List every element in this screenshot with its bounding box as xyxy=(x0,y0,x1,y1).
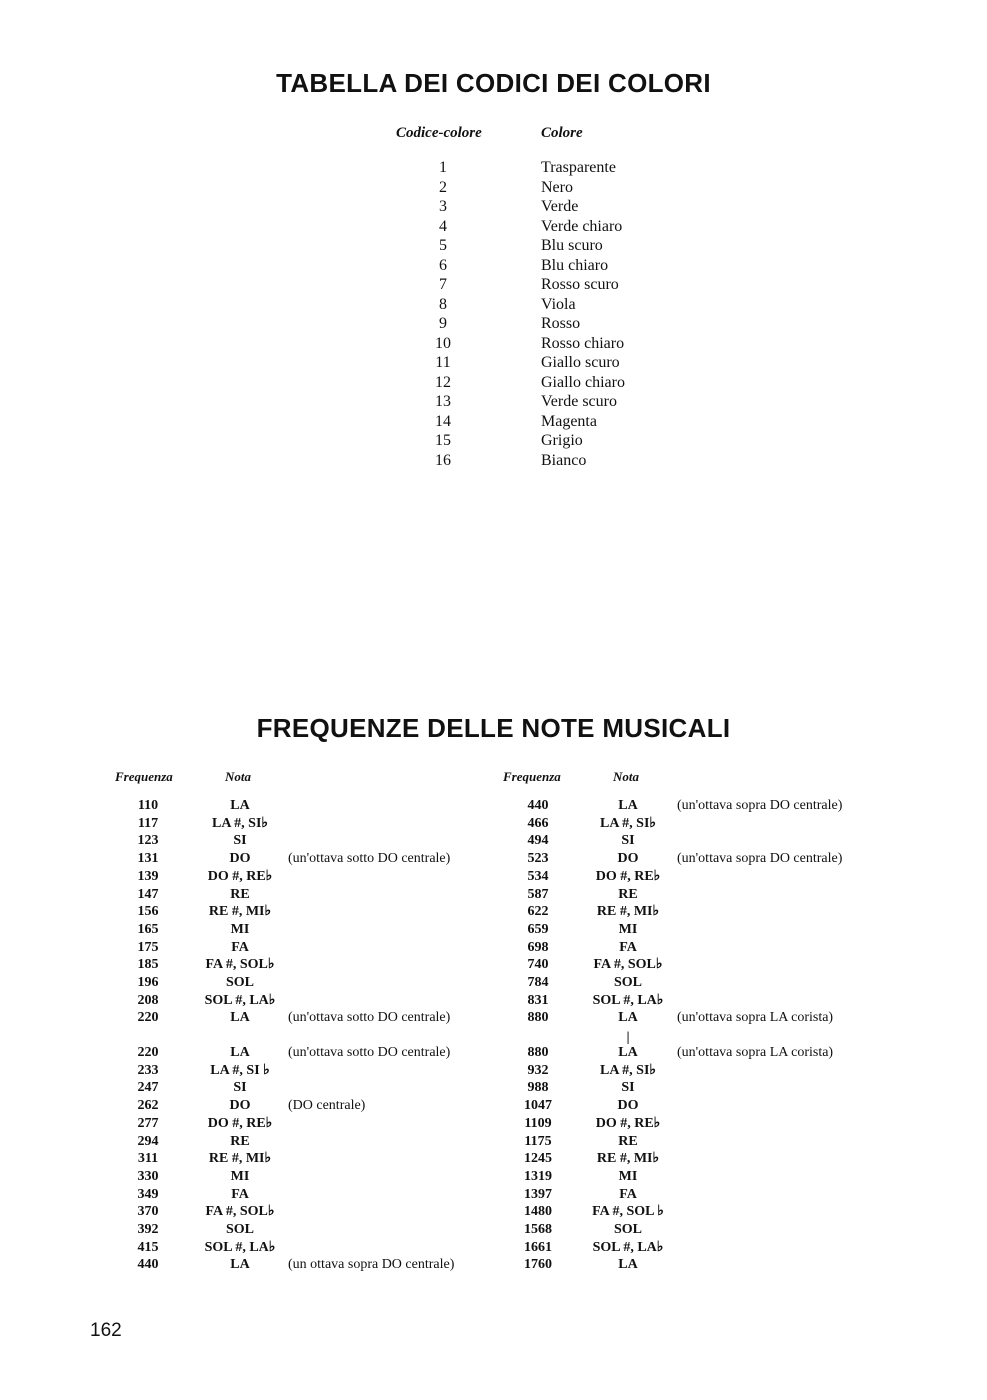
note-cell: SOL xyxy=(225,975,254,990)
color-code-cell: 16 xyxy=(435,451,451,469)
note-cell: LA #, SI♭ xyxy=(599,1062,656,1078)
frequency-cell: 1175 xyxy=(524,1133,552,1149)
note-cell: LA xyxy=(230,1010,250,1026)
frequency-cell: 370 xyxy=(137,1204,159,1220)
comment-cell: (un'ottava sotto DO centrale) xyxy=(288,1045,451,1060)
right-frequency-header: Frequenza xyxy=(503,769,561,784)
color-code-cell: 1 xyxy=(439,159,447,176)
note-cell: MI xyxy=(230,921,250,937)
frequency-cell: 277 xyxy=(137,1115,159,1131)
comment-cell: (un'ottava sopra DO centrale) xyxy=(677,851,843,867)
note-cell: SOL xyxy=(613,1222,642,1237)
frequency-cell: 415 xyxy=(137,1239,159,1255)
frequency-cell: 139 xyxy=(137,868,159,884)
note-cell: DO #, RE♭ xyxy=(207,1115,273,1131)
frequency-cell: 330 xyxy=(137,1168,159,1184)
frequency-cell: 440 xyxy=(137,1257,159,1273)
color-code-cell: 5 xyxy=(439,237,447,254)
note-cell: LA #, SI♭ xyxy=(599,815,656,831)
note-cell: LA xyxy=(618,1010,638,1026)
color-name-cell: Rosso xyxy=(541,315,581,332)
page-number: 162 xyxy=(90,1320,122,1341)
note-cell: SOL xyxy=(613,975,642,990)
note-cell: FA #, SOL♭ xyxy=(593,957,663,973)
color-code-cell: 7 xyxy=(439,276,447,293)
color-name-cell: Viola xyxy=(541,295,576,313)
color-code-header: Codice-colore xyxy=(396,125,482,141)
frequency-cell: 208 xyxy=(137,992,159,1008)
frequency-cell: 392 xyxy=(137,1222,159,1237)
note-cell: LA xyxy=(230,1045,250,1060)
frequency-cell: 110 xyxy=(137,798,159,813)
note-cell: SOL #, LA♭ xyxy=(204,992,276,1008)
note-cell: DO xyxy=(229,1098,251,1114)
frequency-cell: 185 xyxy=(137,957,159,973)
color-name-cell: Grigio xyxy=(541,432,583,449)
note-cell: FA #, SOL♭ xyxy=(205,957,275,973)
note-cell: FA xyxy=(619,1186,637,1202)
color-code-cell: 2 xyxy=(439,178,447,196)
note-cell: FA #, SOL ♭ xyxy=(592,1204,664,1220)
frequency-cell: 1245 xyxy=(524,1151,552,1167)
frequency-cell: 311 xyxy=(137,1151,159,1167)
note-cell: RE xyxy=(230,886,250,902)
note-cell: LA xyxy=(230,1257,250,1273)
note-cell: LA #, SI♭ xyxy=(211,815,268,831)
comment-cell: (un'ottava sotto DO centrale) xyxy=(288,851,451,867)
note-cell: RE #, MI♭ xyxy=(596,904,660,920)
left-note-header: Nota xyxy=(225,769,251,784)
frequency-cell: 1047 xyxy=(524,1098,552,1114)
frequency-cell: 880 xyxy=(527,1045,549,1060)
comment-cell: (DO centrale) xyxy=(288,1098,366,1114)
color-name-header: Colore xyxy=(541,125,583,141)
note-cell: MI xyxy=(618,921,638,937)
comment-cell: (un'ottava sopra DO centrale) xyxy=(677,798,843,813)
note-cell: SI xyxy=(233,1080,247,1096)
left-frequency-header: Frequenza xyxy=(115,769,173,784)
color-code-cell: 9 xyxy=(439,315,447,332)
note-cell: DO xyxy=(229,851,251,867)
right-note-header: Nota xyxy=(613,769,639,784)
note-cell: SI xyxy=(233,833,247,849)
note-cell: SOL #, LA♭ xyxy=(204,1239,276,1255)
frequency-cell: 534 xyxy=(527,868,549,884)
note-cell: LA xyxy=(618,798,638,813)
color-name-cell: Blu scuro xyxy=(541,237,603,254)
color-code-cell: 3 xyxy=(439,198,447,215)
frequency-cell: 698 xyxy=(527,939,549,955)
frequency-cell: 587 xyxy=(527,886,549,902)
note-cell: SOL #, LA♭ xyxy=(592,1239,664,1255)
table-separator-mark: | xyxy=(626,1030,630,1045)
note-cell: LA xyxy=(618,1257,638,1273)
color-name-cell: Verde scuro xyxy=(541,393,617,410)
frequency-cell: 247 xyxy=(137,1080,159,1096)
comment-cell: (un'ottava sotto DO centrale) xyxy=(288,1010,451,1026)
frequency-cell: 233 xyxy=(137,1062,159,1078)
note-cell: FA xyxy=(231,939,249,955)
frequency-cell: 196 xyxy=(137,975,159,990)
note-cell: DO #, RE♭ xyxy=(207,868,273,884)
frequency-cell: 147 xyxy=(137,886,159,902)
color-name-cell: Nero xyxy=(541,178,573,196)
frequency-cell: 659 xyxy=(527,921,549,937)
color-table-title: TABELLA DEI CODICI DEI COLORI xyxy=(276,68,711,98)
color-name-cell: Bianco xyxy=(541,451,587,469)
frequency-cell: 117 xyxy=(137,815,159,831)
frequency-cell: 440 xyxy=(527,798,549,813)
note-cell: RE #, MI♭ xyxy=(596,1151,660,1167)
frequency-cell: 123 xyxy=(137,833,159,849)
frequency-cell: 932 xyxy=(527,1062,549,1078)
frequency-cell: 523 xyxy=(527,851,549,867)
color-code-cell: 15 xyxy=(435,432,451,449)
color-name-cell: Magenta xyxy=(541,412,597,430)
color-code-cell: 6 xyxy=(439,256,447,274)
note-cell: SOL xyxy=(225,1222,254,1237)
color-code-cell: 4 xyxy=(439,217,447,235)
frequency-cell: 1480 xyxy=(524,1204,552,1220)
color-name-cell: Giallo scuro xyxy=(541,354,620,371)
color-name-cell: Rosso scuro xyxy=(541,276,619,293)
frequency-cell: 880 xyxy=(527,1010,549,1026)
note-cell: RE #, MI♭ xyxy=(208,1151,272,1167)
frequency-cell: 131 xyxy=(137,851,159,867)
color-code-cell: 12 xyxy=(435,373,451,391)
frequency-cell: 1568 xyxy=(524,1222,552,1237)
color-name-cell: Verde xyxy=(541,198,579,215)
note-cell: RE xyxy=(618,886,638,902)
frequency-cell: 294 xyxy=(137,1133,159,1149)
color-code-cell: 8 xyxy=(439,295,447,313)
frequency-cell: 494 xyxy=(527,833,549,849)
note-cell: DO xyxy=(617,851,639,867)
frequency-cell: 1661 xyxy=(524,1239,552,1255)
frequency-cell: 349 xyxy=(137,1186,159,1202)
note-cell: FA xyxy=(231,1186,249,1202)
note-cell: MI xyxy=(230,1168,250,1184)
frequency-cell: 1760 xyxy=(524,1257,552,1273)
frequency-cell: 262 xyxy=(137,1098,159,1114)
note-cell: DO #, RE♭ xyxy=(595,868,661,884)
note-cell: FA xyxy=(619,939,637,955)
color-name-cell: Rosso chiaro xyxy=(541,334,625,352)
frequency-cell: 1319 xyxy=(524,1168,552,1184)
notes-table-title: FREQUENZE DELLE NOTE MUSICALI xyxy=(256,713,731,743)
note-cell: RE xyxy=(618,1133,638,1149)
note-cell: MI xyxy=(618,1168,638,1184)
frequency-cell: 165 xyxy=(137,921,159,937)
note-cell: LA #, SI ♭ xyxy=(210,1062,270,1078)
comment-cell: (un'ottava sopra LA corista) xyxy=(677,1045,834,1060)
note-cell: SI xyxy=(621,1080,635,1096)
frequency-cell: 1109 xyxy=(524,1115,552,1131)
note-cell: RE xyxy=(230,1133,250,1149)
frequency-cell: 466 xyxy=(527,815,549,831)
color-name-cell: Verde chiaro xyxy=(541,217,623,235)
note-cell: DO #, RE♭ xyxy=(595,1115,661,1131)
note-cell: LA xyxy=(618,1045,638,1060)
frequency-cell: 220 xyxy=(137,1010,159,1026)
frequency-cell: 175 xyxy=(137,939,159,955)
frequency-cell: 784 xyxy=(527,975,549,990)
color-code-cell: 14 xyxy=(435,412,451,430)
frequency-cell: 1397 xyxy=(524,1186,552,1202)
frequency-cell: 740 xyxy=(527,957,549,973)
frequency-cell: 156 xyxy=(137,904,159,920)
comment-cell: (un ottava sopra DO centrale) xyxy=(288,1257,455,1273)
note-cell: FA #, SOL♭ xyxy=(205,1204,275,1220)
frequency-cell: 220 xyxy=(137,1045,159,1060)
frequency-cell: 622 xyxy=(527,904,549,920)
note-cell: LA xyxy=(230,798,250,813)
color-code-cell: 10 xyxy=(435,334,451,352)
color-name-cell: Blu chiaro xyxy=(541,256,609,274)
comment-cell: (un'ottava sopra LA corista) xyxy=(677,1010,834,1026)
color-code-cell: 11 xyxy=(435,354,451,371)
note-cell: DO xyxy=(617,1098,639,1114)
frequency-cell: 831 xyxy=(527,992,549,1008)
note-cell: SOL #, LA♭ xyxy=(592,992,664,1008)
color-name-cell: Giallo chiaro xyxy=(541,373,625,391)
note-cell: SI xyxy=(621,833,635,849)
color-name-cell: Trasparente xyxy=(541,159,616,176)
frequency-cell: 988 xyxy=(527,1080,549,1096)
color-code-cell: 13 xyxy=(435,393,451,410)
note-cell: RE #, MI♭ xyxy=(208,904,272,920)
